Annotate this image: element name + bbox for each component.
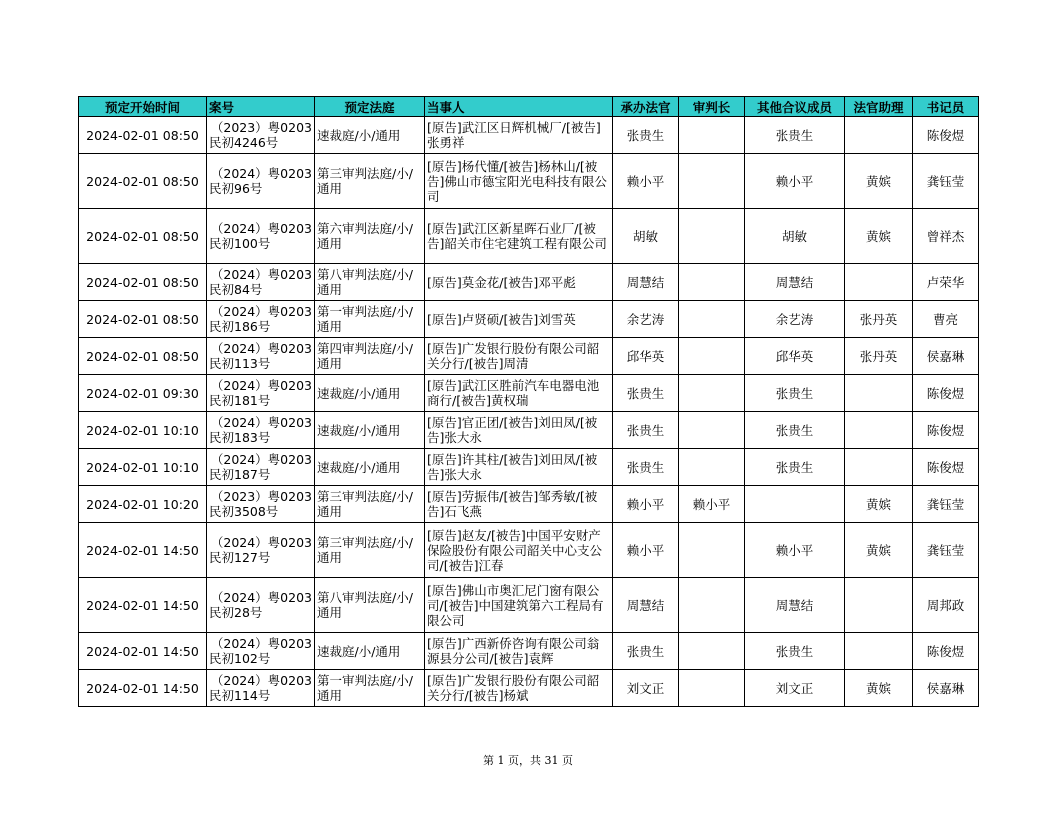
judge-assistant-cell: 黄嫔 [845,670,913,707]
presiding-judge-cell [679,338,745,375]
column-header-presiding-judge: 审判长 [679,97,745,117]
panel-members-cell: 张贵生 [745,412,845,449]
clerk-cell: 陈俊煜 [913,633,979,670]
table-row [79,117,979,154]
judge-cell: 赖小平 [613,523,679,578]
case-number-year-court: （2024）粤0203 [210,535,312,550]
presiding-judge-cell [679,301,745,338]
case-number-year-court: （2024）粤0203 [210,452,312,467]
case-number-year-court: （2024）粤0203 [210,415,312,430]
panel-members-cell: 张贵生 [745,449,845,486]
judge-cell: 赖小平 [613,154,679,209]
judge-cell: 张贵生 [613,117,679,154]
case-number-cell [207,338,315,375]
panel-members-cell: 余艺涛 [745,301,845,338]
courtroom-cell: 第六审判法庭/小/通用 [315,209,425,264]
case-number-cell [207,449,315,486]
start-time-cell: 2024-02-01 10:20 [79,486,207,523]
courtroom-cell: 第三审判法庭/小/通用 [315,154,425,209]
judge-assistant-cell [845,375,913,412]
courtroom-cell: 第三审判法庭/小/通用 [315,523,425,578]
parties-cell: [原告]官正团/[被告]刘田凤/[被告]张大永 [425,412,613,449]
parties-cell: [原告]杨代懂/[被告]杨林山/[被告]佛山市德宝阳光电科技有限公司 [425,154,613,209]
case-number-cell [207,264,315,301]
presiding-judge-cell [679,670,745,707]
clerk-cell: 侯嘉琳 [913,670,979,707]
courtroom-cell: 第四审判法庭/小/通用 [315,338,425,375]
parties-cell: [原告]广西新侨咨询有限公司翁源县分公司/[被告]袁辉 [425,633,613,670]
case-number-year-court: （2024）粤0203 [210,304,312,319]
case-number-serial: 民初187号 [209,467,271,482]
start-time-cell: 2024-02-01 14:50 [79,578,207,633]
judge-assistant-cell: 张丹英 [845,338,913,375]
case-number-serial: 民初113号 [209,356,271,371]
column-header-panel-members: 其他合议成员 [745,97,845,117]
start-time-cell: 2024-02-01 08:50 [79,264,207,301]
case-number-serial: 民初28号 [209,605,263,620]
start-time-cell: 2024-02-01 08:50 [79,154,207,209]
start-time-cell: 2024-02-01 14:50 [79,670,207,707]
table-row [79,154,979,209]
table-row [79,209,979,264]
case-number-cell [207,486,315,523]
column-header-parties: 当事人 [425,97,613,117]
parties-cell: [原告]赵友/[被告]中国平安财产保险股份有限公司韶关中心支公司/[被告]江春 [425,523,613,578]
parties-cell: [原告]许其柱/[被告]刘田凤/[被告]张大永 [425,449,613,486]
judge-assistant-cell: 黄嫔 [845,209,913,264]
courtroom-cell: 第一审判法庭/小/通用 [315,301,425,338]
judge-cell: 张贵生 [613,375,679,412]
table-row [79,633,979,670]
judge-cell: 胡敏 [613,209,679,264]
parties-cell: [原告]佛山市奥汇尼门窗有限公司/[被告]中国建筑第六工程局有限公司 [425,578,613,633]
column-header-courtroom: 预定法庭 [315,97,425,117]
case-number-serial: 民初183号 [209,430,271,445]
table-row [79,523,979,578]
parties-cell: [原告]武江区新星晖石业厂/[被告]韶关市住宅建筑工程有限公司 [425,209,613,264]
table-row [79,449,979,486]
presiding-judge-cell [679,154,745,209]
courtroom-cell: 速裁庭/小/通用 [315,412,425,449]
clerk-cell: 陈俊煜 [913,449,979,486]
column-header-judge: 承办法官 [613,97,679,117]
parties-cell: [原告]卢贤硕/[被告]刘雪英 [425,301,613,338]
courtroom-cell: 第八审判法庭/小/通用 [315,578,425,633]
presiding-judge-cell [679,264,745,301]
judge-cell: 周慧结 [613,264,679,301]
start-time-cell: 2024-02-01 14:50 [79,633,207,670]
table-row [79,375,979,412]
case-number-serial: 民初96号 [209,181,263,196]
judge-assistant-cell [845,412,913,449]
case-number-cell [207,154,315,209]
case-number-cell [207,117,315,154]
clerk-cell: 周邦政 [913,578,979,633]
parties-cell: [原告]广发银行股份有限公司韶关分行/[被告]周清 [425,338,613,375]
judge-assistant-cell [845,117,913,154]
case-number-serial: 民初100号 [209,236,271,251]
presiding-judge-cell [679,209,745,264]
judge-assistant-cell [845,449,913,486]
clerk-cell: 曹亮 [913,301,979,338]
panel-members-cell: 胡敏 [745,209,845,264]
table-row [79,264,979,301]
case-number-year-court: （2024）粤0203 [210,341,312,356]
clerk-cell: 龚钰莹 [913,154,979,209]
column-header-case-number: 案号 [207,97,315,117]
panel-members-cell: 赖小平 [745,154,845,209]
judge-cell: 邱华英 [613,338,679,375]
presiding-judge-cell [679,523,745,578]
case-number-serial: 民初3508号 [209,504,279,519]
case-number-year-court: （2024）粤0203 [210,267,312,282]
case-number-year-court: （2023）粤0203 [210,489,312,504]
judge-assistant-cell: 黄嫔 [845,154,913,209]
table-row [79,338,979,375]
case-number-cell [207,633,315,670]
case-number-serial: 民初114号 [209,688,271,703]
panel-members-cell: 赖小平 [745,523,845,578]
column-header-start-time: 预定开始时间 [79,97,207,117]
clerk-cell: 陈俊煜 [913,412,979,449]
panel-members-cell: 邱华英 [745,338,845,375]
clerk-cell: 陈俊煜 [913,117,979,154]
panel-members-cell: 张贵生 [745,633,845,670]
table-row [79,578,979,633]
start-time-cell: 2024-02-01 10:10 [79,412,207,449]
panel-members-cell: 周慧结 [745,264,845,301]
presiding-judge-cell [679,633,745,670]
case-number-serial: 民初102号 [209,651,271,666]
start-time-cell: 2024-02-01 08:50 [79,209,207,264]
judge-cell: 张贵生 [613,449,679,486]
table-row [79,486,979,523]
start-time-cell: 2024-02-01 10:10 [79,449,207,486]
case-number-cell [207,670,315,707]
judge-cell: 刘文正 [613,670,679,707]
case-number-cell [207,301,315,338]
presiding-judge-cell [679,578,745,633]
judge-assistant-cell [845,264,913,301]
case-number-serial: 民初186号 [209,319,271,334]
column-header-judge-assistant: 法官助理 [845,97,913,117]
case-number-year-court: （2024）粤0203 [210,221,312,236]
case-number-cell [207,523,315,578]
judge-assistant-cell: 黄嫔 [845,523,913,578]
presiding-judge-cell: 赖小平 [679,486,745,523]
table-header-row [79,97,979,117]
judge-assistant-cell: 黄嫔 [845,486,913,523]
case-number-year-court: （2024）粤0203 [210,378,312,393]
courtroom-cell: 第三审判法庭/小/通用 [315,486,425,523]
presiding-judge-cell [679,449,745,486]
panel-members-cell: 周慧结 [745,578,845,633]
parties-cell: [原告]莫金花/[被告]邓平彪 [425,264,613,301]
case-number-cell [207,209,315,264]
judge-cell: 张贵生 [613,412,679,449]
clerk-cell: 曾祥杰 [913,209,979,264]
case-number-year-court: （2023）粤0203 [210,120,312,135]
judge-assistant-cell [845,578,913,633]
case-number-year-court: （2024）粤0203 [210,590,312,605]
judge-assistant-cell: 张丹英 [845,301,913,338]
hearing-schedule-table [78,96,979,707]
parties-cell: [原告]武江区胜前汽车电器电池商行/[被告]黄权瑞 [425,375,613,412]
case-number-year-court: （2024）粤0203 [210,636,312,651]
page-footer: 第 1 页，共 31 页 [483,754,573,767]
presiding-judge-cell [679,117,745,154]
table-row [79,412,979,449]
panel-members-cell: 张贵生 [745,375,845,412]
parties-cell: [原告]武江区日辉机械厂/[被告]张勇祥 [425,117,613,154]
clerk-cell: 龚钰莹 [913,486,979,523]
parties-cell: [原告]广发银行股份有限公司韶关分行/[被告]杨斌 [425,670,613,707]
panel-members-cell [745,486,845,523]
clerk-cell: 卢荣华 [913,264,979,301]
courtroom-cell: 速裁庭/小/通用 [315,633,425,670]
judge-cell: 周慧结 [613,578,679,633]
case-number-year-court: （2024）粤0203 [210,673,312,688]
courtroom-cell: 速裁庭/小/通用 [315,375,425,412]
parties-cell: [原告]劳振伟/[被告]邹秀敏/[被告]石飞燕 [425,486,613,523]
start-time-cell: 2024-02-01 14:50 [79,523,207,578]
clerk-cell: 龚钰莹 [913,523,979,578]
table-row [79,301,979,338]
case-number-cell [207,412,315,449]
clerk-cell: 侯嘉琳 [913,338,979,375]
judge-cell: 余艺涛 [613,301,679,338]
case-number-cell [207,375,315,412]
column-header-clerk: 书记员 [913,97,979,117]
judge-cell: 张贵生 [613,633,679,670]
case-number-serial: 民初127号 [209,550,271,565]
courtroom-cell: 第一审判法庭/小/通用 [315,670,425,707]
start-time-cell: 2024-02-01 08:50 [79,338,207,375]
case-number-serial: 民初4246号 [209,135,279,150]
start-time-cell: 2024-02-01 08:50 [79,301,207,338]
judge-cell: 赖小平 [613,486,679,523]
start-time-cell: 2024-02-01 08:50 [79,117,207,154]
courtroom-cell: 速裁庭/小/通用 [315,449,425,486]
case-number-cell [207,578,315,633]
presiding-judge-cell [679,412,745,449]
panel-members-cell: 张贵生 [745,117,845,154]
panel-members-cell: 刘文正 [745,670,845,707]
case-number-serial: 民初181号 [209,393,271,408]
judge-assistant-cell [845,633,913,670]
courtroom-cell: 速裁庭/小/通用 [315,117,425,154]
courtroom-cell: 第八审判法庭/小/通用 [315,264,425,301]
presiding-judge-cell [679,375,745,412]
table-row [79,670,979,707]
case-number-year-court: （2024）粤0203 [210,166,312,181]
clerk-cell: 陈俊煜 [913,375,979,412]
case-number-serial: 民初84号 [209,282,263,297]
start-time-cell: 2024-02-01 09:30 [79,375,207,412]
